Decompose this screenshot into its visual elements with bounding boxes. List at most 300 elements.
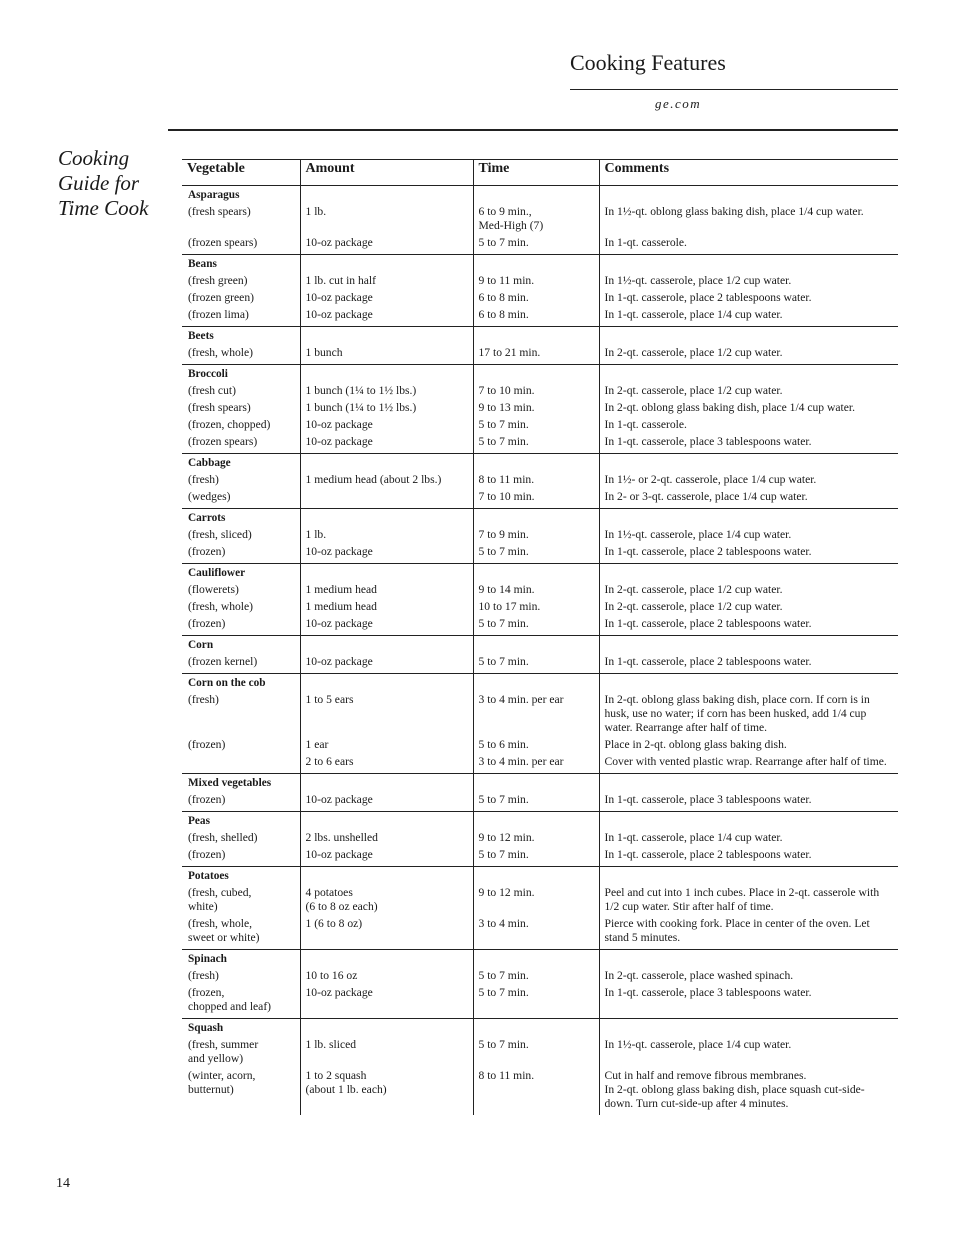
empty-cell bbox=[599, 950, 898, 968]
table-row bbox=[182, 543, 898, 564]
time-cell bbox=[473, 543, 599, 564]
vegetable-form-text: (fresh spears) bbox=[188, 401, 251, 414]
table-row bbox=[182, 829, 898, 846]
amount-cell bbox=[300, 753, 473, 774]
table-row bbox=[182, 1067, 898, 1115]
amount-text: 10-oz package bbox=[305, 236, 373, 249]
comments-cell bbox=[599, 653, 898, 674]
empty-cell bbox=[473, 365, 599, 383]
table-row bbox=[182, 234, 898, 255]
vegetable-name: Potatoes bbox=[188, 870, 229, 882]
table-row bbox=[182, 526, 898, 543]
comments-cell bbox=[599, 753, 898, 774]
empty-cell bbox=[300, 186, 473, 204]
vegetable-form-cell bbox=[182, 543, 300, 564]
table-row bbox=[182, 846, 898, 867]
table-row bbox=[182, 344, 898, 365]
amount-text: 10-oz package bbox=[305, 617, 373, 630]
vegetable-form-cell bbox=[182, 416, 300, 433]
time-text: 6 to 8 min. bbox=[478, 291, 529, 304]
amount-text: 1 medium head (about 2 lbs.) bbox=[305, 473, 442, 486]
vegetable-form-cell bbox=[182, 846, 300, 867]
time-cell bbox=[473, 691, 599, 736]
time-text: 10 to 17 min. bbox=[478, 600, 541, 613]
vegetable-form-cell bbox=[182, 272, 300, 289]
vegetable-form-cell bbox=[182, 203, 300, 234]
comments-cell bbox=[599, 526, 898, 543]
comments-text: In 2-qt. casserole, place 1/2 cup water. bbox=[604, 583, 783, 596]
group-heading-row bbox=[182, 774, 898, 792]
amount-cell bbox=[300, 829, 473, 846]
vegetable-form-text: (wedges) bbox=[188, 490, 231, 503]
vegetable-form-text: (fresh, sliced) bbox=[188, 528, 252, 541]
vegetable-form-text: (frozen lima) bbox=[188, 308, 249, 321]
vegetable-form-cell bbox=[182, 615, 300, 636]
time-text: 9 to 13 min. bbox=[478, 401, 535, 414]
comments-cell bbox=[599, 543, 898, 564]
vegetable-form-text: (fresh, whole) bbox=[188, 600, 254, 613]
website-label: ge.com bbox=[655, 96, 702, 111]
group-heading-row bbox=[182, 255, 898, 273]
empty-cell bbox=[599, 564, 898, 582]
table-row bbox=[182, 691, 898, 736]
time-cell bbox=[473, 289, 599, 306]
table-row bbox=[182, 471, 898, 488]
empty-cell bbox=[599, 774, 898, 792]
comments-cell bbox=[599, 829, 898, 846]
comments-text: Cover with vented plastic wrap. Rearrange after half of time. bbox=[604, 755, 887, 768]
empty-cell bbox=[300, 636, 473, 654]
table-row bbox=[182, 791, 898, 812]
comments-text: In 1-qt. casserole, place 2 tablespoons water. bbox=[604, 848, 812, 861]
amount-text: 10-oz package bbox=[305, 308, 373, 321]
time-cell bbox=[473, 526, 599, 543]
empty-cell bbox=[473, 1019, 599, 1037]
empty-cell bbox=[599, 636, 898, 654]
amount-cell bbox=[300, 488, 473, 509]
vegetable-group bbox=[182, 564, 898, 636]
column-header-time: Time bbox=[473, 160, 599, 186]
time-cell bbox=[473, 1036, 599, 1067]
vegetable-form-text: (frozen) bbox=[188, 545, 226, 558]
vegetable-group bbox=[182, 327, 898, 365]
vegetable-group bbox=[182, 1019, 898, 1116]
vegetable-name: Carrots bbox=[188, 512, 226, 524]
vegetable-form-text: (flowerets) bbox=[188, 583, 239, 596]
column-header-comments: Comments bbox=[599, 160, 898, 186]
empty-cell bbox=[599, 1019, 898, 1037]
amount-text: 10-oz package bbox=[305, 418, 373, 431]
vegetable-name: Corn bbox=[188, 639, 214, 651]
header-row bbox=[182, 160, 898, 186]
amount-cell bbox=[300, 543, 473, 564]
group-heading-row bbox=[182, 636, 898, 654]
time-cell bbox=[473, 581, 599, 598]
cooking-guide-table bbox=[182, 159, 898, 1115]
group-heading-row bbox=[182, 674, 898, 692]
vegetable-form-text: (winter, acorn, butternut) bbox=[188, 1069, 256, 1096]
comments-text: In 1½-qt. oblong glass baking dish, place 1/4 cup water. bbox=[604, 205, 864, 218]
empty-cell bbox=[300, 774, 473, 792]
time-text: 5 to 7 min. bbox=[478, 848, 529, 861]
amount-cell bbox=[300, 1036, 473, 1067]
vegetable-form-cell bbox=[182, 306, 300, 327]
amount-text: 10-oz package bbox=[305, 848, 373, 861]
comments-text: In 1-qt. casserole, place 1/4 cup water. bbox=[604, 308, 783, 321]
amount-cell bbox=[300, 736, 473, 753]
comments-cell bbox=[599, 433, 898, 454]
comments-cell bbox=[599, 416, 898, 433]
comments-text: In 1-qt. casserole, place 3 tablespoons water. bbox=[604, 986, 812, 999]
vegetable-form-cell bbox=[182, 433, 300, 454]
empty-cell bbox=[599, 812, 898, 830]
amount-text: 1 bunch (1¼ to 1½ lbs.) bbox=[305, 384, 417, 397]
vegetable-group bbox=[182, 674, 898, 774]
vegetable-form-cell bbox=[182, 526, 300, 543]
vegetable-form-text: (fresh, shelled) bbox=[188, 831, 258, 844]
vegetable-form-text: (fresh green) bbox=[188, 274, 248, 287]
comments-cell bbox=[599, 488, 898, 509]
empty-cell bbox=[300, 674, 473, 692]
empty-cell bbox=[300, 509, 473, 527]
vegetable-form-cell bbox=[182, 884, 300, 915]
amount-text: 10-oz package bbox=[305, 655, 373, 668]
empty-cell bbox=[473, 186, 599, 204]
vegetable-name: Squash bbox=[188, 1022, 224, 1034]
table-row bbox=[182, 433, 898, 454]
time-text: 3 to 4 min. per ear bbox=[478, 755, 564, 768]
comments-cell bbox=[599, 471, 898, 488]
vegetable-form-text: (frozen, chopped) bbox=[188, 418, 271, 431]
vegetable-name: Cabbage bbox=[188, 457, 231, 469]
comments-cell bbox=[599, 382, 898, 399]
amount-cell bbox=[300, 344, 473, 365]
vegetable-form-text: (fresh spears) bbox=[188, 205, 251, 218]
amount-text: 10-oz package bbox=[305, 793, 373, 806]
time-cell bbox=[473, 416, 599, 433]
amount-cell bbox=[300, 915, 473, 950]
vegetable-form-cell bbox=[182, 344, 300, 365]
vegetable-group bbox=[182, 365, 898, 454]
vegetable-name: Peas bbox=[188, 815, 210, 827]
vegetable-name: Beets bbox=[188, 330, 214, 342]
time-cell bbox=[473, 1067, 599, 1115]
amount-cell bbox=[300, 846, 473, 867]
group-heading-row bbox=[182, 365, 898, 383]
empty-cell bbox=[300, 327, 473, 345]
group-heading-row bbox=[182, 454, 898, 472]
side-heading: Cooking Guide for Time Cook bbox=[58, 146, 149, 220]
time-text: 7 to 10 min. bbox=[478, 490, 535, 503]
empty-cell bbox=[473, 674, 599, 692]
amount-text: 10-oz package bbox=[305, 435, 373, 448]
empty-cell bbox=[300, 564, 473, 582]
comments-text: In 1-qt. casserole, place 2 tablespoons water. bbox=[604, 617, 812, 630]
time-text: 9 to 12 min. bbox=[478, 886, 535, 899]
empty-cell bbox=[599, 509, 898, 527]
time-text: 9 to 11 min. bbox=[478, 274, 535, 287]
vegetable-name: Corn on the cob bbox=[188, 677, 266, 689]
time-text: 5 to 7 min. bbox=[478, 969, 529, 982]
vegetable-name: Asparagus bbox=[188, 189, 240, 201]
table-row bbox=[182, 272, 898, 289]
time-cell bbox=[473, 653, 599, 674]
table-row bbox=[182, 1036, 898, 1067]
amount-text: 1 lb. cut in half bbox=[305, 274, 377, 287]
table-row bbox=[182, 306, 898, 327]
amount-text: 1 medium head bbox=[305, 583, 377, 596]
time-text: 5 to 7 min. bbox=[478, 986, 529, 999]
comments-text: In 1-qt. casserole, place 2 tablespoons water. bbox=[604, 545, 812, 558]
comments-text: In 1-qt. casserole. bbox=[604, 236, 687, 249]
vegetable-form-cell bbox=[182, 289, 300, 306]
empty-cell bbox=[599, 255, 898, 273]
amount-cell bbox=[300, 416, 473, 433]
amount-text: 1 (6 to 8 oz) bbox=[305, 917, 363, 930]
amount-text: 1 lb. bbox=[305, 528, 327, 541]
amount-cell bbox=[300, 1067, 473, 1115]
time-text: 5 to 7 min. bbox=[478, 1038, 529, 1051]
amount-cell bbox=[300, 581, 473, 598]
column-header-amount: Amount bbox=[300, 160, 473, 186]
amount-cell bbox=[300, 289, 473, 306]
time-text: 17 to 21 min. bbox=[478, 346, 541, 359]
vegetable-form-cell bbox=[182, 488, 300, 509]
amount-cell bbox=[300, 967, 473, 984]
time-cell bbox=[473, 736, 599, 753]
table-row bbox=[182, 653, 898, 674]
empty-cell bbox=[473, 509, 599, 527]
amount-text: 2 lbs. unshelled bbox=[305, 831, 378, 844]
comments-text: Peel and cut into 1 inch cubes. Place in 2-qt. casserole with 1/2 cup water. Stir after half of time. bbox=[604, 886, 880, 913]
time-text: 5 to 6 min. bbox=[478, 738, 529, 751]
time-cell bbox=[473, 984, 599, 1019]
vegetable-form-text: (fresh) bbox=[188, 969, 219, 982]
amount-text: 1 ear bbox=[305, 738, 329, 751]
time-text: 6 to 9 min., Med-High (7) bbox=[478, 205, 544, 232]
time-text: 7 to 9 min. bbox=[478, 528, 529, 541]
table-row bbox=[182, 581, 898, 598]
comments-cell bbox=[599, 203, 898, 234]
vegetable-group bbox=[182, 636, 898, 674]
vegetable-group bbox=[182, 867, 898, 950]
comments-cell bbox=[599, 598, 898, 615]
main-divider bbox=[168, 129, 898, 131]
amount-cell bbox=[300, 791, 473, 812]
time-cell bbox=[473, 471, 599, 488]
vegetable-group bbox=[182, 255, 898, 327]
vegetable-name: Broccoli bbox=[188, 368, 228, 380]
group-heading-row bbox=[182, 564, 898, 582]
amount-text: 4 potatoes (6 to 8 oz each) bbox=[305, 886, 378, 913]
empty-cell bbox=[473, 774, 599, 792]
time-cell bbox=[473, 884, 599, 915]
vegetable-form-cell bbox=[182, 399, 300, 416]
section-title: Cooking Features bbox=[570, 50, 726, 75]
amount-cell bbox=[300, 399, 473, 416]
empty-cell bbox=[599, 327, 898, 345]
column-header-vegetable: Vegetable bbox=[182, 160, 300, 186]
time-cell bbox=[473, 382, 599, 399]
comments-text: In 1-qt. casserole, place 2 tablespoons water. bbox=[604, 655, 812, 668]
empty-cell bbox=[300, 255, 473, 273]
comments-cell bbox=[599, 691, 898, 736]
amount-cell bbox=[300, 526, 473, 543]
group-heading-row bbox=[182, 950, 898, 968]
time-text: 5 to 7 min. bbox=[478, 418, 529, 431]
vegetable-form-text: (frozen spears) bbox=[188, 435, 258, 448]
comments-text: In 2-qt. casserole, place 1/2 cup water. bbox=[604, 346, 783, 359]
vegetable-form-cell bbox=[182, 1067, 300, 1115]
group-heading-row bbox=[182, 186, 898, 204]
comments-cell bbox=[599, 234, 898, 255]
comments-text: In 2- or 3-qt. casserole, place 1/4 cup water. bbox=[604, 490, 808, 503]
time-cell bbox=[473, 753, 599, 774]
empty-cell bbox=[473, 812, 599, 830]
vegetable-form-cell bbox=[182, 598, 300, 615]
empty-cell bbox=[300, 365, 473, 383]
vegetable-name: Spinach bbox=[188, 953, 227, 965]
amount-text: 1 bunch (1¼ to 1½ lbs.) bbox=[305, 401, 417, 414]
amount-text: 1 bunch bbox=[305, 346, 343, 359]
empty-cell bbox=[473, 950, 599, 968]
empty-cell bbox=[473, 255, 599, 273]
vegetable-form-text: (frozen) bbox=[188, 738, 226, 751]
amount-text: 1 medium head bbox=[305, 600, 377, 613]
empty-cell bbox=[599, 674, 898, 692]
time-cell bbox=[473, 829, 599, 846]
empty-cell bbox=[300, 454, 473, 472]
table-row bbox=[182, 967, 898, 984]
time-cell bbox=[473, 234, 599, 255]
time-text: 5 to 7 min. bbox=[478, 793, 529, 806]
vegetable-group bbox=[182, 509, 898, 564]
comments-text: In 2-qt. casserole, place washed spinach. bbox=[604, 969, 794, 982]
time-cell bbox=[473, 791, 599, 812]
amount-text: 10-oz package bbox=[305, 545, 373, 558]
empty-cell bbox=[473, 867, 599, 885]
empty-cell bbox=[599, 365, 898, 383]
table-row bbox=[182, 884, 898, 915]
amount-cell bbox=[300, 615, 473, 636]
comments-text: In 1-qt. casserole, place 3 tablespoons water. bbox=[604, 793, 812, 806]
amount-cell bbox=[300, 653, 473, 674]
empty-cell bbox=[473, 636, 599, 654]
comments-text: In 1½-qt. casserole, place 1/2 cup water. bbox=[604, 274, 792, 287]
table-row bbox=[182, 488, 898, 509]
vegetable-form-cell bbox=[182, 967, 300, 984]
table-row bbox=[182, 289, 898, 306]
vegetable-form-text: (fresh) bbox=[188, 693, 219, 706]
time-text: 6 to 8 min. bbox=[478, 308, 529, 321]
time-cell bbox=[473, 344, 599, 365]
vegetable-group bbox=[182, 950, 898, 1019]
vegetable-form-text: (frozen kernel) bbox=[188, 655, 258, 668]
vegetable-form-cell bbox=[182, 915, 300, 950]
time-cell bbox=[473, 433, 599, 454]
group-heading-row bbox=[182, 812, 898, 830]
table-row bbox=[182, 203, 898, 234]
time-text: 9 to 14 min. bbox=[478, 583, 535, 596]
comments-cell bbox=[599, 289, 898, 306]
empty-cell bbox=[599, 186, 898, 204]
vegetable-form-text: (fresh, summer and yellow) bbox=[188, 1038, 259, 1065]
amount-cell bbox=[300, 272, 473, 289]
comments-text: Pierce with cooking fork. Place in center of the oven. Let stand 5 minutes. bbox=[604, 917, 870, 944]
vegetable-form-cell bbox=[182, 653, 300, 674]
time-cell bbox=[473, 306, 599, 327]
comments-cell bbox=[599, 984, 898, 1019]
amount-text: 1 to 2 squash (about 1 lb. each) bbox=[305, 1069, 387, 1096]
empty-cell bbox=[300, 867, 473, 885]
vegetable-form-text: (frozen green) bbox=[188, 291, 254, 304]
comments-text: In 1-qt. casserole. bbox=[604, 418, 687, 431]
vegetable-form-text: (frozen, chopped and leaf) bbox=[188, 986, 272, 1013]
time-text: 5 to 7 min. bbox=[478, 655, 529, 668]
empty-cell bbox=[599, 454, 898, 472]
comments-cell bbox=[599, 1036, 898, 1067]
comments-text: Cut in half and remove fibrous membranes. In 2-qt. oblong glass baking dish, place squash cut-side-down. Turn cut-side-up after 4 minutes. bbox=[604, 1069, 865, 1110]
amount-text: 2 to 6 ears bbox=[305, 755, 354, 768]
group-heading-row bbox=[182, 327, 898, 345]
cooking-guide-table-container bbox=[182, 159, 898, 1115]
vegetable-form-cell bbox=[182, 382, 300, 399]
comments-cell bbox=[599, 884, 898, 915]
empty-cell bbox=[300, 950, 473, 968]
comments-cell bbox=[599, 615, 898, 636]
vegetable-group bbox=[182, 454, 898, 509]
vegetable-form-text: (frozen) bbox=[188, 793, 226, 806]
comments-cell bbox=[599, 344, 898, 365]
amount-text: 10 to 16 oz bbox=[305, 969, 358, 982]
vegetable-form-text: (fresh, cubed, white) bbox=[188, 886, 252, 913]
vegetable-form-text: (fresh, whole, sweet or white) bbox=[188, 917, 260, 944]
vegetable-form-cell bbox=[182, 829, 300, 846]
comments-text: In 2-qt. oblong glass baking dish, place 1/4 cup water. bbox=[604, 401, 856, 414]
comments-cell bbox=[599, 1067, 898, 1115]
vegetable-form-cell bbox=[182, 791, 300, 812]
time-text: 5 to 7 min. bbox=[478, 435, 529, 448]
comments-text: In 1½-qt. casserole, place 1/4 cup water. bbox=[604, 1038, 792, 1051]
amount-cell bbox=[300, 884, 473, 915]
amount-text: 10-oz package bbox=[305, 986, 373, 999]
amount-text: 1 to 5 ears bbox=[305, 693, 354, 706]
amount-text: 1 lb. bbox=[305, 205, 327, 218]
vegetable-form-cell bbox=[182, 984, 300, 1019]
vegetable-form-text: (fresh cut) bbox=[188, 384, 236, 397]
vegetable-form-text: (fresh, whole) bbox=[188, 346, 254, 359]
time-cell bbox=[473, 846, 599, 867]
comments-cell bbox=[599, 791, 898, 812]
comments-cell bbox=[599, 736, 898, 753]
table-row bbox=[182, 753, 898, 774]
group-heading-row bbox=[182, 867, 898, 885]
comments-text: In 2-qt. oblong glass baking dish, place corn. If corn is in husk, use no water; if corn has been husked, add 1/4 cup water. Rearrange after half of time. bbox=[604, 693, 870, 734]
amount-cell bbox=[300, 691, 473, 736]
time-text: 5 to 7 min. bbox=[478, 617, 529, 630]
vegetable-form-cell bbox=[182, 691, 300, 736]
amount-cell bbox=[300, 203, 473, 234]
comments-text: Place in 2-qt. oblong glass baking dish. bbox=[604, 738, 787, 751]
empty-cell bbox=[473, 564, 599, 582]
empty-cell bbox=[300, 812, 473, 830]
time-cell bbox=[473, 399, 599, 416]
time-cell bbox=[473, 967, 599, 984]
comments-text: In 1-qt. casserole, place 1/4 cup water. bbox=[604, 831, 783, 844]
amount-text: 1 lb. sliced bbox=[305, 1038, 357, 1051]
comments-cell bbox=[599, 272, 898, 289]
vegetable-form-cell bbox=[182, 581, 300, 598]
